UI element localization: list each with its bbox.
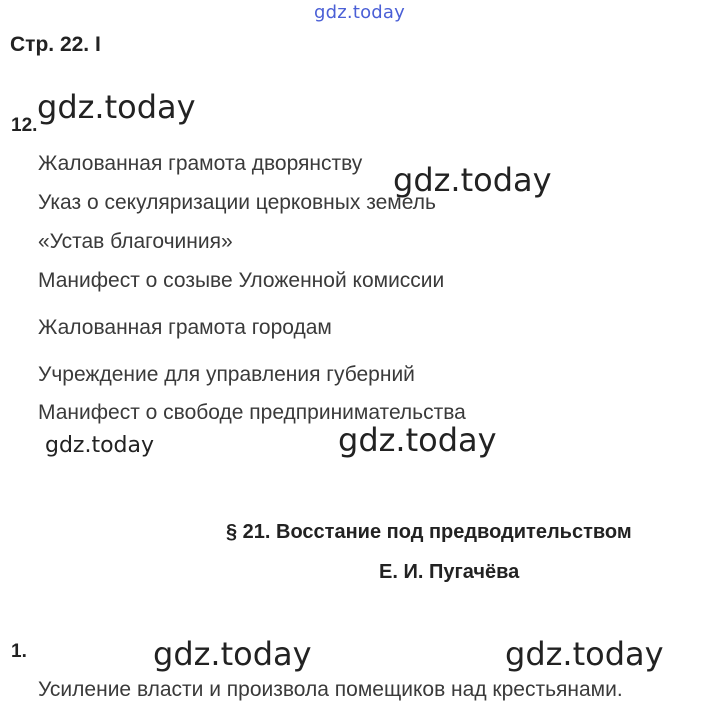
watermark: gdz.today <box>153 635 312 673</box>
list-item: Манифест о созыве Уложенной комиссии <box>38 269 445 292</box>
section-title-line2: Е. И. Пугачёва <box>379 561 520 583</box>
section-title-line1: § 21. Восстание под предводительством <box>226 521 632 543</box>
list-item: Манифест о свободе предпринимательства <box>38 401 466 424</box>
watermark: gdz.today <box>338 421 497 459</box>
watermark-top: gdz.today <box>314 2 406 23</box>
task-12-number: 12. <box>11 115 38 136</box>
page-header: Стр. 22. I <box>10 33 101 56</box>
list-item: Указ о секуляризации церковных земель <box>38 191 436 214</box>
task-1-number: 1. <box>11 641 27 662</box>
watermark: gdz.today <box>37 88 196 126</box>
list-item: Жалованная грамота дворянству <box>38 152 363 175</box>
list-item: Жалованная грамота городам <box>38 316 332 339</box>
watermark: gdz.today <box>393 161 552 199</box>
list-item: «Устав благочиния» <box>38 230 233 253</box>
list-item: Учреждение для управления губерний <box>38 363 415 386</box>
task-1-answer: Усиление власти и произвола помещиков над крестьянами. <box>38 678 623 701</box>
watermark: gdz.today <box>45 433 155 458</box>
watermark: gdz.today <box>505 635 664 673</box>
